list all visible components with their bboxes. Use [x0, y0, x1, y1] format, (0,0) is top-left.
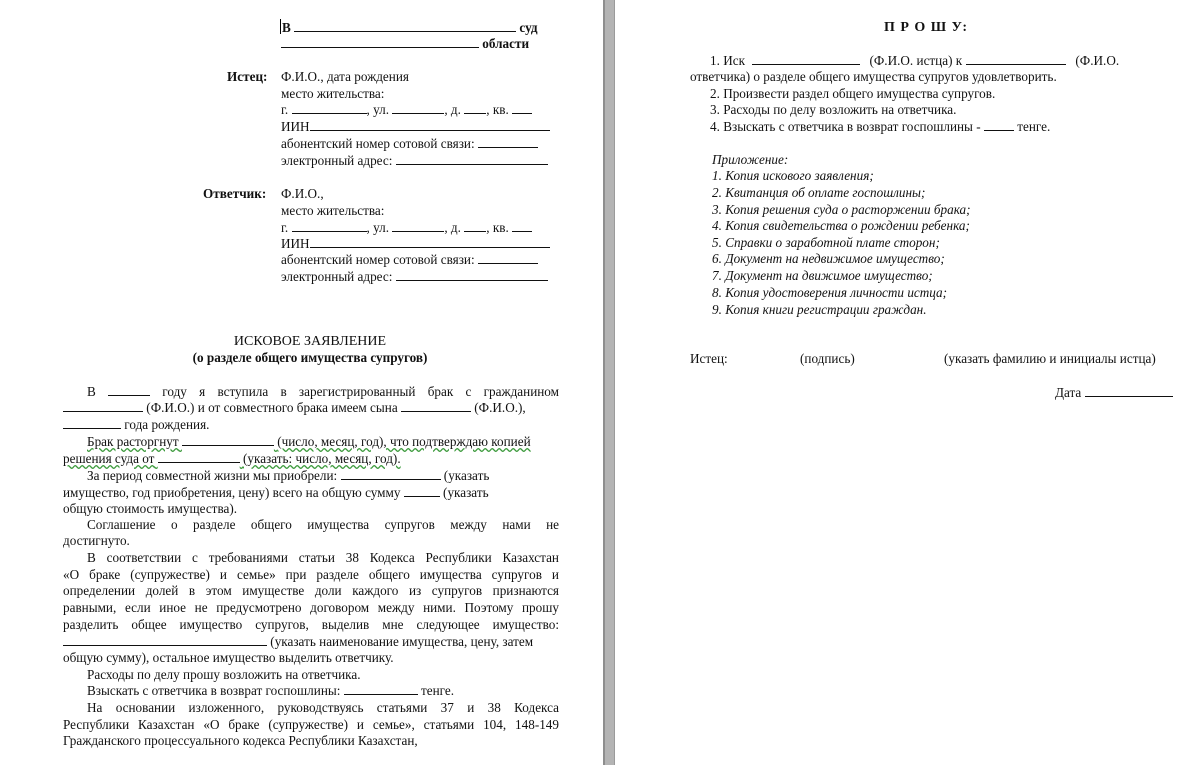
defendant-iin: ИИН — [281, 235, 550, 252]
body-p5-line7: общую сумму), остальное имущество выделить ответчику. — [63, 650, 394, 665]
body-p4-line1: Соглашение о разделе общего имущества супругов между нами не — [87, 517, 559, 532]
page-gutter — [603, 0, 615, 765]
annex-title: Приложение: — [712, 152, 789, 167]
body-p3-line3: общую стоимость имущества). — [63, 501, 238, 516]
body-p2-line2: решения суда от (указать: число, месяц, год). — [63, 451, 401, 466]
plaintiff-residence: место жительства: — [281, 86, 385, 101]
defendant-label: Ответчик: — [203, 186, 267, 201]
text-cursor — [280, 19, 281, 34]
plaintiff-email: электронный адрес: — [281, 152, 548, 169]
body-p7: Взыскать с ответчика в возврат госпошлины: тенге. — [87, 683, 455, 698]
body-p1-line2: (Ф.И.О.) и от совместного брака имеем сына (Ф.И.О.), — [63, 399, 526, 416]
region-line — [281, 35, 529, 52]
signature-name: (указать фамилию и инициалы истца) — [944, 351, 1156, 366]
defendant-residence: место жительства: — [281, 203, 385, 218]
defendant-address: г. , ул. , д. , кв. — [281, 219, 532, 236]
body-p6: Расходы по делу прошу возложить на ответчика. — [87, 667, 361, 682]
annex-item: 5. Справки о заработной плате сторон; — [712, 235, 940, 250]
annex-item: 6. Документ на недвижимое имущество; — [712, 251, 945, 266]
body-p2-line1: Брак расторгнут (число, месяц, год), что подтверждаю копией — [87, 434, 531, 449]
annex-item: 9. Копия книги регистрации граждан. — [712, 302, 927, 317]
plaintiff-label: Истец: — [227, 69, 268, 84]
body-p5-line1: В соответствии с требованиями статьи 38 Кодекса Республики Казахстан — [87, 550, 559, 565]
body-p8-line2: Республики Казахстан «О браке (супружестве) и семье», статьями 104, 148-149 — [63, 717, 559, 732]
body-p8-line3: Гражданского процессуального кодекса Республики Казахстан, — [63, 733, 418, 748]
annex-item: 8. Копия удостоверения личности истца; — [712, 285, 948, 300]
annex-item: 3. Копия решения суда о расторжении брака; — [712, 202, 971, 217]
court-line — [280, 19, 538, 36]
region-suffix: области — [482, 36, 530, 51]
body-p5-line2: «О браке (супружестве) и семье» при разделе общего имущества супругов и — [63, 567, 559, 582]
annex-item: 7. Документ на движимое имущество; — [712, 268, 933, 283]
body-p3-line2: имущество, год приобретения, цену) всего на общую сумму (указать — [63, 485, 489, 500]
body-p5-line6: (указать наименование имущества, цену, затем — [63, 633, 533, 650]
signature-sign: (подпись) — [800, 351, 855, 366]
body-p4-line2: достигнуто. — [63, 533, 130, 548]
petition-item-4: 4. Взыскать с ответчика в возврат госпошлины - тенге. — [710, 119, 1051, 134]
court-suffix: суд — [519, 20, 538, 35]
region-blank[interactable] — [281, 35, 479, 48]
plaintiff-fio: Ф.И.О., дата рождения — [281, 69, 409, 84]
document-page-right — [615, 0, 1200, 765]
annex-item: 4. Копия свидетельства о рождении ребенка; — [712, 218, 970, 233]
defendant-email: электронный адрес: — [281, 268, 548, 285]
document-subtitle: (о разделе общего имущества супругов) — [192, 350, 428, 365]
petition-item-3: 3. Расходы по делу возложить на ответчика. — [710, 102, 957, 117]
body-p5-line5: разделить общее имущество супругов, выделив мне следующее имущество: — [63, 617, 559, 632]
body-p8-line1: На основании изложенного, руководствуясь статьями 37 и 38 Кодекса — [87, 700, 559, 715]
body-p1-line3: года рождения. — [63, 416, 209, 433]
date-line: Дата — [1055, 384, 1173, 401]
court-name-blank[interactable] — [294, 19, 516, 32]
defendant-fio: Ф.И.О., — [281, 186, 324, 201]
petition-heading: П Р О Ш У: — [883, 20, 969, 35]
plaintiff-phone: абонентский номер сотовой связи: — [281, 135, 538, 152]
document-title: ИСКОВОЕ ЗАЯВЛЕНИЕ — [233, 334, 387, 349]
plaintiff-address: г. , ул. , д. , кв. — [281, 101, 532, 118]
annex-item: 2. Квитанция об оплате госпошлины; — [712, 185, 926, 200]
annex-item: 1. Копия искового заявления; — [712, 168, 874, 183]
signature-label: Истец: — [690, 351, 728, 366]
plaintiff-iin: ИИН — [281, 118, 550, 135]
body-p5-line3: определении долей в этом имуществе доли каждого из супругов признаются — [63, 583, 559, 598]
petition-item-1-line1: 1. Иск (Ф.И.О. истца) к (Ф.И.О. — [710, 53, 1120, 68]
petition-item-1-line2: ответчика) о разделе общего имущества супругов удовлетворить. — [690, 69, 1057, 84]
court-prefix: В — [282, 20, 291, 35]
body-p1-line1: В году я вступила в зарегистрированный брак с гражданином — [87, 384, 559, 399]
body-p3-line1: За период совместной жизни мы приобрели: (указать — [87, 468, 490, 483]
petition-item-2: 2. Произвести раздел общего имущества супругов. — [710, 86, 996, 101]
defendant-phone: абонентский номер сотовой связи: — [281, 251, 538, 268]
body-p5-line4: равными, если иное не предусмотрено договором между ними. Поэтому прошу — [63, 600, 559, 615]
